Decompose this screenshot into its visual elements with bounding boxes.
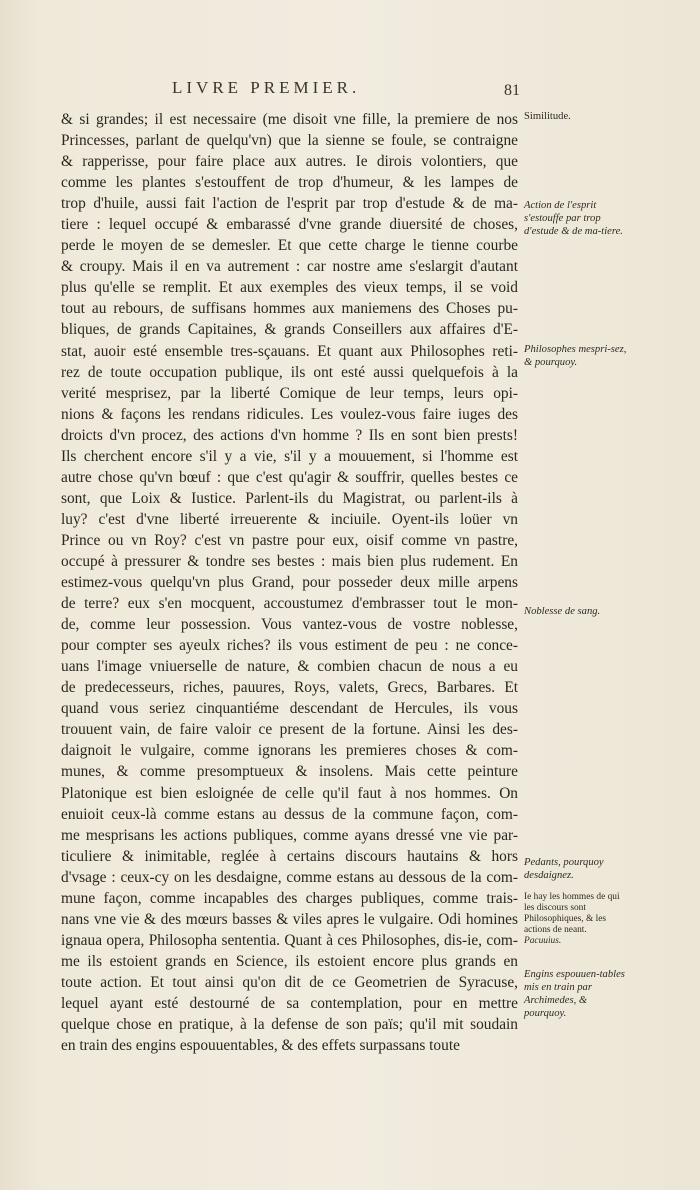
text-line: Platonique est bien esloignée de celle qu'il faut à nos hommes. On bbox=[61, 784, 518, 802]
text-line: & rapperisse, pour faire place aux autres. Ie dirois volontiers, que bbox=[61, 153, 518, 171]
page-header bbox=[0, 78, 700, 106]
text-line: occupé à pressurer & tondre ses bestes : mais bien plus rudement. En bbox=[61, 552, 518, 570]
text-line: Prince ou vn Roy? c'est vn pastre pour eux, oisif comme vn pastre, bbox=[61, 531, 518, 549]
quote-source: Pacuuius. bbox=[524, 936, 562, 946]
page-number: 81 bbox=[504, 82, 520, 99]
text-line: droicts d'vn procez, des actions d'vn homme ? Ils en sont bien prests! bbox=[61, 426, 518, 444]
text-line: luy? c'est d'vne liberté irreuerente & inciuile. Oyent-ils loüer vn bbox=[61, 510, 518, 528]
text-line: Ils cherchent encore s'il y a vie, s'il y a mouuement, si l'homme est bbox=[61, 447, 518, 465]
text-line: ignaua opera, Philosopha sententia. Quant à ces Philosophes, dis-ie, com- bbox=[61, 931, 518, 949]
text-line: verité mesprisez, par la liberté Comique de leur temps, leurs opi- bbox=[61, 384, 518, 402]
text-line: de, comme leur possession. Vous vantez-vous de vostre noblesse, bbox=[61, 616, 518, 634]
text-line: bliques, de grands Capitaines, & grands Conseillers aux affaires d'E- bbox=[61, 321, 518, 339]
text-line: mune façon, comme incapables des charges publiques, comme trais- bbox=[61, 889, 518, 907]
text-line: de predecesseurs, riches, pauures, Roys, valets, Grecs, Barbares. Et bbox=[61, 679, 518, 697]
text-line: me ils estoient grands en Science, ils estoient encore plus grands en bbox=[61, 952, 518, 970]
margin-note-quote bbox=[524, 892, 632, 947]
text-line: daignoit le vulgaire, comme ignorans les premieres choses & com- bbox=[61, 742, 518, 760]
text-line: stat, auoir esté ensemble tres-sçauans. Et quant aux Philosophes reti- bbox=[61, 342, 518, 360]
text-line: en train des engins espouuentables, & des effets surpassans toute bbox=[61, 1037, 460, 1055]
text-line: nions & façons les rendans ridicules. Les voulez-vous faire iuges des bbox=[61, 405, 518, 423]
text-line: pour compter ses ayeulx riches? ils vous estiment de peu : ne conce- bbox=[61, 637, 518, 655]
margin-note: Noblesse de sang. bbox=[524, 606, 601, 617]
text-line: munes, & comme presomptueux & insolens. Mais cette peinture bbox=[61, 763, 518, 781]
text-line: toute action. Et tout ainsi qu'on dit de ce Geometrien de Syracuse, bbox=[61, 973, 518, 991]
quote-translation: Ie hay les hommes de qui les discours sont Philosophiques, & les actions de neant. bbox=[524, 892, 620, 935]
margin-note: Action de l'esprit s'estouffe par trop d'estude & de ma-tiere. bbox=[524, 200, 623, 237]
margin-note: Similitude. bbox=[524, 111, 571, 122]
text-line: sont, que Loix & Iustice. Parlent-ils du Magistrat, ou parlent-ils à bbox=[61, 489, 518, 507]
text-line: autre chose qu'vn bœuf : que c'est qu'agir & souffrir, quelles bestes ce bbox=[61, 468, 518, 486]
text-line: quelque chose en pratique, à la defense de son païs; qu'il mit soudain bbox=[61, 1016, 518, 1034]
running-title: LIVRE PREMIER. bbox=[172, 78, 361, 97]
text-line: nans vne vie & des mœurs basses & viles apres le vulgaire. Odi homines bbox=[61, 910, 518, 928]
text-line: tiere : lequel occupé & embarassé d'vne grande diuersité de choses, bbox=[61, 216, 518, 234]
text-line: & croupy. Mais il en va autrement : car nostre ame s'eslargit d'autant bbox=[61, 258, 518, 276]
text-line: rez de toute occupation publique, ils ont esté aussi quelquefois à la bbox=[61, 363, 518, 381]
text-line: & si grandes; il est necessaire (me disoit vne fille, la premiere de nos bbox=[61, 111, 518, 128]
text-line: lequel ayant esté destourné de sa contemplation, pour en mettre bbox=[61, 994, 518, 1012]
text-line: trouuent vain, de faire valoir ce present de la fortune. Ainsi les des- bbox=[61, 721, 518, 739]
text-line: estimez-vous quelqu'vn plus Grand, pour posseder deux mille arpens bbox=[61, 574, 518, 592]
body-text bbox=[61, 109, 518, 1056]
text-line: plus qu'elle se remplit. Et aux exemples des vieux temps, il se void bbox=[61, 279, 518, 297]
margin-note: Pedants, pourquoy desdaignez. bbox=[524, 857, 604, 881]
text-line: comme les plantes s'estouffent de trop d'humeur, & les lampes de bbox=[61, 174, 518, 192]
text-line: tout au rebours, de suffisans hommes aux maniemens des Choses pu- bbox=[61, 300, 518, 318]
text-line: de terre? eux s'en mocquent, accoustumez d'embrasser tout le mon- bbox=[61, 595, 518, 613]
margin-note: Philosophes mespri-sez, & pourquoy. bbox=[524, 344, 627, 368]
text-line: ticuliere & inimitable, reglée à certains discours hautains & hors bbox=[61, 847, 518, 865]
text-line: me mesprisans les actions publiques, comme ayans dressé vne vie par- bbox=[61, 826, 518, 844]
text-line: uans l'image vniuerselle de nature, & combien chacun de nous a eu bbox=[61, 658, 518, 676]
text-line: quand vous seriez cinquantiéme descendant de Hercules, ils vous bbox=[61, 700, 518, 718]
text-line: Princesses, parlant de quelqu'vn) que la sienne se foule, se contraigne bbox=[61, 132, 518, 150]
text-line: enuioit ceux-là comme estans au dessus de la commune façon, com- bbox=[61, 805, 518, 823]
text-line: trop d'huile, aussi fait l'action de l'esprit par trop d'estude & de ma- bbox=[61, 195, 518, 213]
margin-note: Engins espouuen-tables mis en train par Archimedes, & pourquoy. bbox=[524, 969, 625, 1019]
text-line: perde le moyen de se demesler. Et que cette charge le tienne courbe bbox=[61, 237, 518, 255]
text-line: d'vsage : ceux-cy on les desdaigne, comme estans au dessous de la com- bbox=[61, 868, 518, 886]
